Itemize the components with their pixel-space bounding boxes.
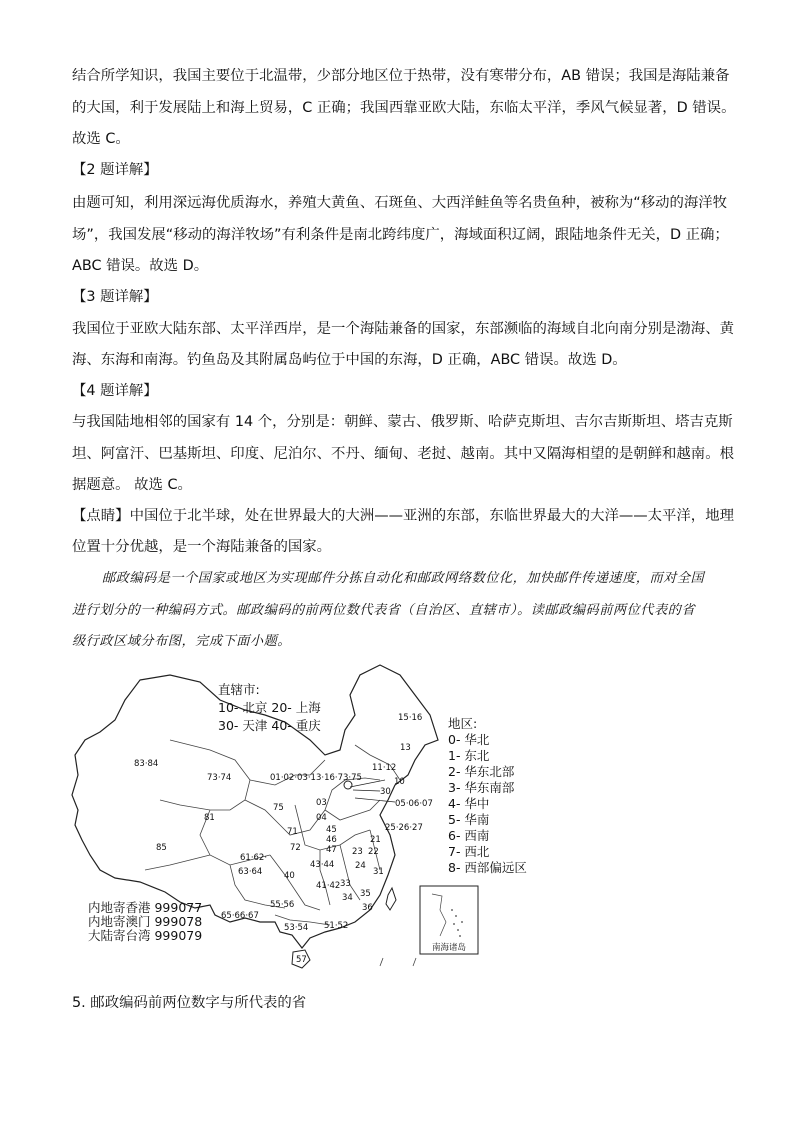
province-code: 41·42 <box>316 881 341 891</box>
province-code: 23 <box>352 847 363 857</box>
text-line: 坦、阿富汗、巴基斯坦、印度、尼泊尔、不丹、缅甸、老挝、越南。其中又隔海相望的是朝鲜和越南。根 <box>72 446 734 462</box>
region-title: 地区: <box>448 716 478 731</box>
province-code: 15·16 <box>398 713 423 723</box>
province-code: 63·64 <box>238 867 263 877</box>
text-line: ABC 错误。故选 D。 <box>72 258 209 274</box>
province-code: 33 <box>340 879 351 889</box>
province-code: 83·84 <box>134 759 159 769</box>
province-code: 10 <box>394 777 405 787</box>
province-code: 01·02·03·13·16·73·75 <box>270 773 362 783</box>
intro-line: 级行政区域分布图，完成下面小题。 <box>72 634 291 649</box>
province-code: 53·54 <box>284 923 309 933</box>
intro-line: 进行划分的一种编码方式。邮政编码的前两位数代表省（自治区、直辖市）。读邮政编码前两位代表的省 <box>72 603 696 618</box>
province-code: 22 <box>368 847 379 857</box>
province-code: 47 <box>326 845 337 855</box>
special-code: 大陆寄台湾 999079 <box>88 928 203 943</box>
municipalities-line: 10- 北京 20- 上海 <box>218 700 321 715</box>
province-code: 35 <box>360 889 371 899</box>
province-code: 21 <box>370 835 381 845</box>
province-code: 25·26·27 <box>385 823 423 833</box>
province-code: 65·66·67 <box>221 911 259 921</box>
text-line: 的大国，利于发展陆上和海上贸易，C 正确；我国西靠亚欧大陆，东临太平洋，季风气候显著，D 错误。 <box>72 100 736 116</box>
province-code: 55·56 <box>270 900 295 910</box>
province-code: 36 <box>362 903 373 913</box>
question-5: 5. 邮政编码前两位数字与所代表的省 <box>72 995 307 1011</box>
municipalities-title: 直辖市: <box>218 682 260 697</box>
province-code: 04 <box>316 813 327 823</box>
province-code: 11·12 <box>372 763 397 773</box>
section-heading: 【4 题详解】 <box>72 383 158 399</box>
region-item: 2- 华东北部 <box>448 764 515 779</box>
province-code: 71 <box>287 827 298 837</box>
province-code: 57 <box>296 955 307 965</box>
province-code: 75 <box>273 803 284 813</box>
province-code: 34 <box>342 893 353 903</box>
tip-line: 位置十分优越，是一个海陆兼备的国家。 <box>72 539 332 555</box>
inset-islands <box>451 909 463 937</box>
region-item: 1- 东北 <box>448 748 490 763</box>
province-code: 81 <box>204 813 215 823</box>
province-code: 40 <box>284 871 295 881</box>
text-line: 结合所学知识，我国主要位于北温带，少部分地区位于热带，没有寒带分布，AB 错误；我国是海陆兼备 <box>72 68 730 84</box>
province-code: 43·44 <box>310 860 335 870</box>
special-code: 内地寄澳门 999078 <box>88 914 203 929</box>
municipalities-line: 30- 天津 40- 重庆 <box>218 718 321 733</box>
intro-line: 邮政编码是一个国家或地区为实现邮件分拣自动化和邮政网络数位化，加快邮件传递速度，而对全国 <box>102 571 705 586</box>
region-item: 3- 华东南部 <box>448 780 515 795</box>
region-item: 5- 华南 <box>448 812 490 827</box>
text-line: 海、东海和南海。钓鱼岛及其附属岛屿位于中国的东海，D 正确，ABC 错误。故选 D。 <box>72 352 627 368</box>
special-code: 内地寄香港 999077 <box>88 900 203 915</box>
section-heading: 【2 题详解】 <box>72 162 158 178</box>
region-item: 4- 华中 <box>448 796 490 811</box>
text-line: 与我国陆地相邻的国家有 14 个，分别是：朝鲜、蒙古、俄罗斯、哈萨克斯坦、吉尔吉斯斯坦、塔吉克斯 <box>72 414 733 430</box>
province-code: 30 <box>380 787 391 797</box>
province-code: 31 <box>373 867 384 877</box>
region-item: 7- 西北 <box>448 844 490 859</box>
province-code: 24 <box>355 861 366 871</box>
text-line: 我国位于亚欧大陆东部、太平洋西岸，是一个海陆兼备的国家，东部濒临的海域自北向南分别是渤海、黄 <box>72 321 734 337</box>
province-code: 13 <box>400 743 411 753</box>
region-item: 6- 西南 <box>448 828 490 843</box>
province-code: 85 <box>156 843 167 853</box>
province-code: 45 <box>326 825 337 835</box>
province-code: 05·06·07 <box>395 799 433 809</box>
postal-code-map <box>70 660 540 980</box>
province-code: 46 <box>326 835 337 845</box>
inset-label: 南海诸岛 <box>431 943 467 953</box>
region-item: 0- 华北 <box>448 732 490 747</box>
section-heading: 【3 题详解】 <box>72 289 158 305</box>
text-line: 场”，我国发展“移动的海洋牧场”有利条件是南北跨纬度广，海域面积辽阔，跟陆地条件无关，D 正确； <box>72 227 729 243</box>
province-code: 51·52 <box>324 921 349 931</box>
province-code: 03 <box>316 798 327 808</box>
province-code: 72 <box>290 843 301 853</box>
tip-line: 【点睛】中国位于北半球，处在世界最大的大洲——亚洲的东部，东临世界最大的大洋——太平洋，地理 <box>72 508 734 524</box>
text-line: 据题意。 故选 C。 <box>72 477 192 493</box>
province-code: 73·74 <box>207 773 232 783</box>
taiwan-island <box>386 888 396 910</box>
text-line: 由题可知，利用深远海优质海水，养殖大黄鱼、石斑鱼、大西洋鲑鱼等名贵鱼种，被称为“移动的海洋牧 <box>72 195 728 211</box>
region-item: 8- 西部偏远区 <box>448 860 527 875</box>
province-code: 61·62· <box>240 853 268 863</box>
text-line: 故选 C。 <box>72 131 130 147</box>
